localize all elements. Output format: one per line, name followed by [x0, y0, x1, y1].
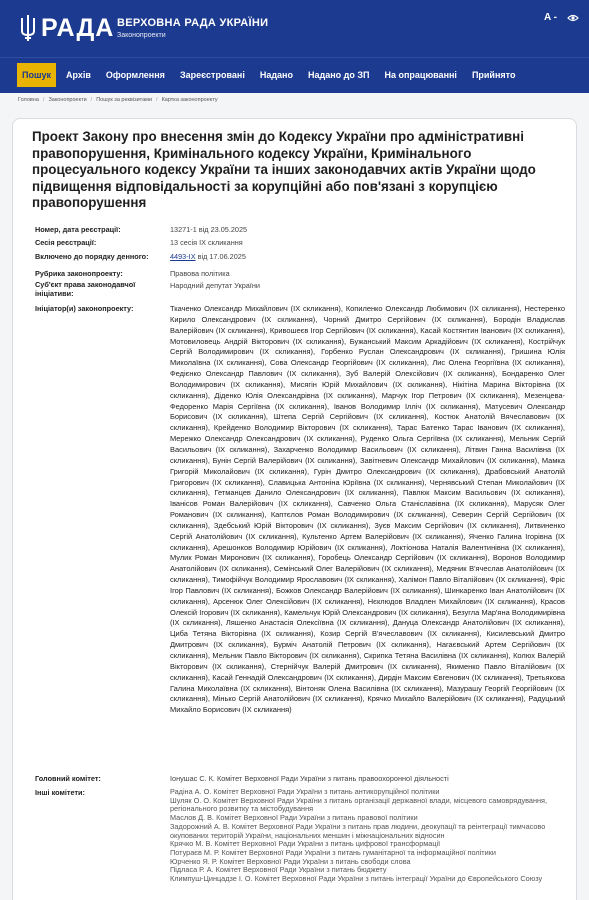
agenda-value: [170, 252, 565, 261]
committee-item: Климпуш-Цинцадзе І. О. Комітет Верховної Ради України з питань інтеграції України до Європейського Союзу: [170, 874, 543, 884]
agenda-link[interactable]: 4493-IX: [170, 252, 196, 261]
bill-card: [12, 118, 577, 900]
nav-tab[interactable]: Оформлення: [105, 70, 165, 80]
site-logo[interactable]: [19, 13, 114, 43]
header-tools: [544, 12, 579, 23]
agenda-label: Включено до порядку денного:: [35, 252, 149, 261]
breadcrumb-separator: /: [42, 97, 45, 103]
breadcrumb-separator: /: [90, 97, 93, 103]
main-navigation: [0, 57, 589, 93]
agenda-date: від 17.06.2025: [195, 252, 246, 261]
nav-tab[interactable]: Надано: [259, 70, 293, 80]
breadcrumb-item[interactable]: Законопроекти: [48, 97, 87, 103]
committee-item: Задорожний А. В. Комітет Верховної Ради України з питань прав людини, деокупації та реінтеграції тимчасово окупованих територій України, національних меншин і міжнаціональних відносин: [170, 821, 546, 840]
bill-title: Проект Закону про внесення змін до Кодексу України про адміністративні правопорушення, Кримінального кодексу України, Кримінального процесуального кодексу України та інших законодавчих актів України щодо підвищення відповідальності за корупційні або пов'язані з корупцією правопорушення: [32, 129, 536, 210]
font-size-toggle[interactable]: A -: [544, 12, 557, 23]
number-label: Номер, дата реєстрації:: [35, 225, 121, 234]
committee-item: Крячко М. В. Комітет Верховної Ради України з питань цифрової трансформації: [170, 839, 441, 849]
breadcrumb-item[interactable]: Пошук за реквізитами: [96, 97, 153, 103]
trident-icon: [19, 14, 37, 42]
nav-tab[interactable]: Прийнято: [471, 70, 516, 80]
other-committees-label: Інші комітети:: [35, 788, 85, 797]
committee-item: Радіна А. О. Комітет Верховної Ради України з питань антикорупційної політики: [170, 787, 440, 796]
main-committee-value: Іонушас С. К. Комітет Верховної Ради України з питань правоохоронної діяльності: [170, 774, 449, 783]
nav-tab[interactable]: Архів: [65, 70, 91, 80]
subject-label: Суб'єкт права законодавчої ініціативи:: [35, 280, 136, 298]
parliament-name: ВЕРХОВНА РАДА УКРАЇНИ: [117, 17, 269, 29]
committee-item: Потураєв М. Р. Комітет Верховної Ради України з питань гуманітарної та інформаційної політики: [170, 847, 496, 857]
eye-icon[interactable]: [567, 14, 579, 22]
rubric-value: Правова політика: [170, 269, 230, 278]
committee-item: Маслов Д. В. Комітет Верховної Ради України з питань правової політики: [170, 813, 418, 823]
breadcrumb-item[interactable]: Головна: [18, 97, 39, 103]
main-committee-label: Головний комітет:: [35, 774, 101, 783]
breadcrumb-separator: /: [156, 97, 158, 103]
session-label: Сесія реєстрації:: [35, 238, 97, 247]
number-value: 13271-1 від 23.05.2025: [170, 225, 248, 234]
rubric-label: Рубрика законопроекту:: [35, 269, 123, 278]
logo-subtitle-block: [117, 17, 268, 39]
breadcrumb: [18, 97, 218, 103]
initiators-label: Ініціатор(и) законопроекту:: [35, 304, 134, 313]
breadcrumb-item: Картка законопроекту: [161, 97, 218, 103]
committee-item: Підласа Р. А. Комітет Верховної Ради України з питань бюджету: [170, 865, 387, 875]
nav-tab[interactable]: Зареєстровані: [179, 70, 245, 80]
subject-value: Народний депутат України: [170, 281, 260, 290]
committee-item: Шуляк О. О. Комітет Верховної Ради України з питань організації державної влади, місцевого самоврядування, регіонального розвитку та містобудування: [170, 795, 547, 814]
section-name: Законопроекти: [117, 32, 166, 39]
committee-item: Юрченко Я. Р. Комітет Верховної Ради України з питань свободи слова: [170, 856, 411, 866]
site-header: [0, 0, 589, 57]
nav-tab[interactable]: На опрацюванні: [384, 70, 457, 80]
other-committees-list: [170, 788, 565, 884]
nav-tab[interactable]: Надано до ЗП: [308, 70, 370, 80]
nav-tab[interactable]: Пошук: [17, 63, 56, 87]
session-value: 13 сесія IX скликання: [170, 238, 243, 247]
initiators-list: Ткаченко Олександр Михайлович (IX скликання), Копиленко Олександр Любимович (IX скликання), Нестеренко Кирило Олександрович (IX скликання), Чорний Дмитро Сергійович (IX скликання), Бородін Владислав Валерійович (IX скликання), Кривошеєв Ігор Сергійович (IX скликання), Касай Костянтин Іванович (IX скликання), Мотовиловець Андрій Вікторович (IX скликання), Бужанський Максим Аркадійович (IX скликання), Кострійчук Сергій Володимирович (IX скликання), Горбенко Руслан Олександрович (IX скликання), Гришина Юлія Миколаївна (IX скликання), Сова Олександр Георгійович (IX скликання), Лис Олена Георгіївна (IX скликання), Федієнко Олександр Павлович (IX скликання), Зуб Валерій Олексійович (IX скликання), Бондаренко Олег Володимирович (IX скликання), Мисягін Юрій Михайлович (IX скликання), Нікітіна Марина Вікторівна (IX скликання), Діденко Юлія Олександрівна (IX скликання), Марчук Ігор Петрович (IX скликання), Мезенцева-Федоренко Марія Сергіївна (IX скликання), Іванов Володимир Ілліч (IX скликання), Матусевич Олександр Борисович (IX скликання), Штепа Сергій Сергійович (IX скликання), Костюк Анатолій Вячеславович (IX скликання), Крейденко Володимир Вікторович (IX скликання), Тарас Батенко Тарас Іванович (IX скликання), Мережко Олександр Олександрович (IX скликання), Руденко Ольга Сергіївна (IX скликання), Мельник Сергій Васильович (IX скликання), Захарченко Володимир Васильович (IX скликання), Літвин Ганна Василівна (IX скликання), Бунін Сергій Валерійович (IX скликання), Завітневич Олександр Михайлович (IX скликання), Мамка Григорій Миколайович (IX скликання), Гурін Дмитро Олександрович (IX скликання), Драбовський Анатолій Григорович (IX скликання), Славицька Антоніна Юріївна (IX скликання), Чернявський Степан Миколайович (IX скликання), Гетманцев Данило Олександрович (IX скликання), Павлюк Максим Васильович (IX скликання), Іванісов Роман Валерійович (IX скликання), Савченко Ольга Станіславівна (IX скликання), Марусяк Олег Романович (IX скликання), Каптєлов Роман Володимирович (IX скликання), Северин Сергій Сергійович (IX скликання), Здебський Юрій Вікторович (IX скликання), Зуєв Максим Сергійович (IX скликання), Литвиненко Сергій Анатолійович (IX скликання), Культенко Артем Валерійович (IX скликання), Яченко Галина Ігорівна (IX скликання), Арешонков Володимир Юрійович (IX скликання), Локтіонова Наталія Валентинівна (IX скликання), Мулик Роман Миронович (IX скликання), Горобець Олександр Сергійович (IX скликання), Воронов Володимир Анатолійович (IX скликання), Семінський Олег Валерійович (IX скликання), Медяник В'ячеслав Анатолійович (IX скликання), Тимофійчук Володимир Ярославович (IX скликання), Халімон Павло Віталійович (IX скликання), Фріс Ігор Павлович (IX скликання), Божков Олександр Валерійович (IX скликання), Шинкаренко Іван Анатолійович (IX скликання), Арсенюк Олег Олексійович (IX скликання), Нєклюдов Владлен Михайлович (IX скликання), Красов Олексій Ігорович (IX скликання), Камельчук Юрій Олександрович (IX скликання), Безугла Мар'яна Володимирівна (IX скликання), Ляшенко Анастасія Олексіївна (IX скликання), Дануца Олександр Анатолійович (IX скликання), Циба Тетяна Вікторівна (IX скликання), Козир Сергій В'ячеславович (IX скликання), Кисилевський Дмитро Дмитрович (IX скликання), Бурміч Анатолій Петрович (IX скликання), Нагаєвський Артем Сергійович (IX скликання), Мельник Павло Вікторович (IX скликання), Скрипка Тетяна Василівна (IX скликання), Колюх Валерій Вікторович (IX скликання), Стернійчук Валерій Дмитрович (IX скликання), Якименко Павло Віталійович (IX скликання), Касай Геннадій Олександрович (IX скликання), Дирдін Максим Євгенович (IX скликання), Третьякова Галина Миколаївна (IX скликання), Вінтоняк Олена Василівна (IX скликання), Мазурашу Георгій Георгійович (IX скликання), Мінько Сергій Анатолійович (IX скликання), Крячко Михайло Валерійович (IX скликання), Радуцький Михайло Борисович (IX скликання): [170, 304, 565, 715]
nav-list: [17, 63, 525, 87]
logo-word: РАДА: [41, 14, 115, 42]
